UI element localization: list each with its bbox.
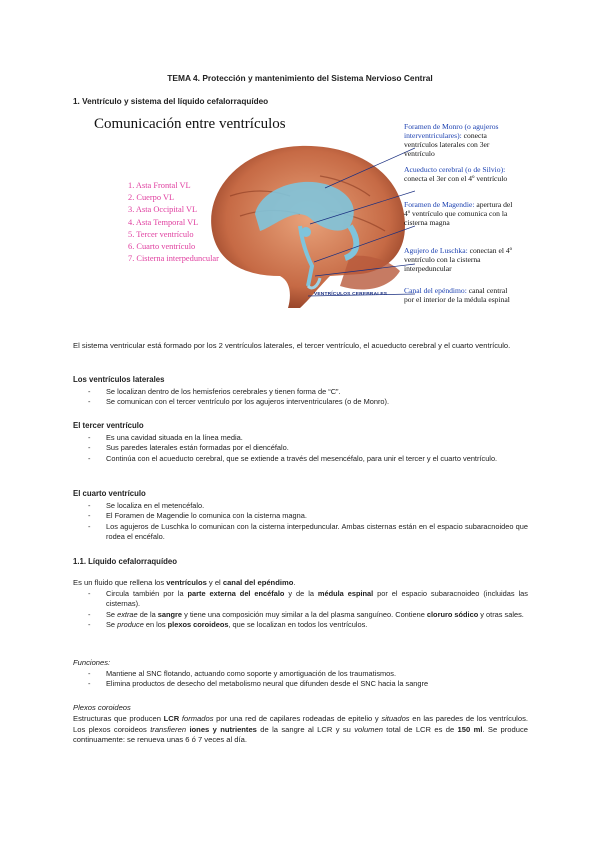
text-run: . xyxy=(293,578,296,587)
text-run: Se xyxy=(106,619,118,629)
legend-term: Acueducto cerebral (o de Silvio): xyxy=(404,165,506,174)
legend-desc: conecta el 3er con el 4º ventrículo xyxy=(404,174,508,183)
text-run: por el espacio subaracnoideo (incluidas las cisternas). xyxy=(106,589,528,609)
heading-fourth-ventricle: El cuarto ventrículo xyxy=(73,489,146,498)
list-item xyxy=(88,589,528,610)
text-run: y otras sales. xyxy=(478,609,524,619)
text-run: iones y nutrientes xyxy=(189,724,257,734)
list-item: 6. Cuarto ventrículo xyxy=(128,242,196,252)
text-run: LCR xyxy=(163,714,180,723)
text-run: Se xyxy=(106,609,118,619)
list-item: 5. Tercer ventrículo xyxy=(128,229,194,239)
list-item: - Continúa con el acueducto cerebral, que se extiende a través del mesencéfalo, para unir el tercer y el cuarto ventrículo. xyxy=(88,454,528,464)
text-run: y tiene una composición muy similar a la del plasma sanguíneo. Contiene xyxy=(182,609,427,619)
intro-paragraph: El sistema ventricular está formado por los 2 ventrículos laterales, el tercer ventrículo, el acueducto cerebral y el cuarto ventrículo. xyxy=(73,341,511,350)
legend-luschka xyxy=(404,246,516,273)
legend-term: Foramen de Magendie: xyxy=(404,200,475,209)
list-item: - Se localizan dentro de los hemisferios cerebrales y tienen forma de “C”. xyxy=(88,387,528,397)
legend-desc: conecta ventrículos laterales con 3er ventrículo xyxy=(404,131,490,158)
legend-acueducto xyxy=(404,165,516,183)
lcr-intro xyxy=(73,578,528,589)
text-run: produce xyxy=(117,619,144,629)
text-run: Es un fluido que rellena los xyxy=(73,578,167,587)
list-item: - Mantiene al SNC flotando, actuando como soporte y amortiguación de los traumatismos. xyxy=(88,669,528,679)
legend-term: Canal del epéndimo: xyxy=(404,286,467,295)
list-item: - Elimina productos de desecho del metabolismo neural que difunden desde el SNC hacia la sangre xyxy=(88,679,528,689)
text-run: formados xyxy=(181,714,214,723)
text-run: en las paredes de los ventrículos. Los plexos coroideos xyxy=(73,714,528,734)
heading-functions: Funciones: xyxy=(73,658,111,667)
ventricle-figure xyxy=(88,110,528,320)
list-item: - Los agujeros de Luschka lo comunican con la cisterna interpeduncular. Ambas cisternas están en el espacio subaracnoideo que rodea el encéfalo. xyxy=(88,522,528,543)
lateral-list xyxy=(88,387,528,408)
third-list xyxy=(88,433,528,464)
text-run: sangre xyxy=(157,609,183,619)
text-run: canal del epéndimo xyxy=(222,578,294,587)
list-item xyxy=(88,620,528,630)
list-item: - El Foramen de Magendie lo comunica con la cisterna magna. xyxy=(88,511,528,521)
text-run: Estructuras que producen xyxy=(73,714,164,723)
text-run: volumen xyxy=(354,724,383,734)
text-run: transfieren xyxy=(150,724,187,734)
legend-foramen-monro xyxy=(404,122,516,158)
heading-lcr: 1.1. Líquido cefalorraquídeo xyxy=(73,557,177,566)
heading-third-ventricle: El tercer ventrículo xyxy=(73,421,144,430)
legend-term: Foramen de Monro (o agujeros interventriculares): xyxy=(404,122,499,140)
lcr-list xyxy=(88,589,528,630)
legend-term: Agujero de Luschka: xyxy=(404,246,468,255)
list-item xyxy=(88,610,528,620)
list-item: 2. Cuerpo VL xyxy=(128,193,175,203)
list-item: 4. Asta Temporal VL xyxy=(128,217,199,227)
legend-desc: canal central por el interior de la médula espinal xyxy=(404,286,510,304)
text-run: de la sangre al LCR y su xyxy=(256,724,355,734)
heading-lateral-ventricles: Los ventrículos laterales xyxy=(73,375,165,384)
list-item: - Se localiza en el metencéfalo. xyxy=(88,501,528,511)
text-run: extrae xyxy=(117,609,138,619)
text-run: total de LCR es de xyxy=(382,724,458,734)
legend-ependimo xyxy=(404,286,516,304)
brain-label: VENTRÍCULOS CEREBRALES xyxy=(314,292,388,297)
list-item: - Sus paredes laterales están formadas por el diencéfalo. xyxy=(88,443,528,453)
list-item: 7. Cisterna interpeduncular xyxy=(128,254,219,264)
legend-desc: conectan el 4º ventrículo con la cisterna interpeduncular xyxy=(404,246,512,273)
text-run: , que se localizan en todos los ventrículos. xyxy=(228,619,368,629)
text-run: y de la xyxy=(284,589,318,598)
ventricle-numbered-list xyxy=(128,180,219,265)
text-run: en los xyxy=(143,619,168,629)
text-run: ventrículos xyxy=(166,578,207,587)
text-run: y el xyxy=(206,578,223,587)
section-heading-1: 1. Ventrículo y sistema del líquido cefalorraquídeo xyxy=(73,97,269,106)
text-run: plexos coroideos xyxy=(167,619,229,629)
legend-desc: apertura del 4º ventrículo que comunica con la cisterna magna xyxy=(404,200,513,227)
list-item: 1. Asta Frontal VL xyxy=(128,181,191,190)
list-item: 3. Asta Occipital VL xyxy=(128,205,198,215)
heading-plexos: Plexos coroideos xyxy=(73,703,131,712)
figure-title: Comunicación entre ventrículos xyxy=(94,116,286,132)
document-title: TEMA 4. Protección y mantenimiento del Sistema Nervioso Central xyxy=(167,73,433,83)
text-run: médula espinal xyxy=(317,589,374,598)
text-run: de la xyxy=(137,609,158,619)
functions-list xyxy=(88,669,528,690)
text-run: 150 ml xyxy=(457,724,483,734)
plexos-paragraph xyxy=(73,714,528,746)
fourth-list xyxy=(88,501,528,542)
list-item: - Se comunican con el tercer ventrículo por los agujeros interventriculares (o de Monro). xyxy=(88,397,528,407)
text-run: . Se produce continuamente: se renueva unas 6 ó 7 veces al día. xyxy=(73,724,528,745)
text-run: por una red de capilares rodeadas de epitelio y xyxy=(213,714,382,723)
legend-magendie xyxy=(404,200,516,227)
brain-illustration xyxy=(200,136,415,311)
text-run: cloruro sódico xyxy=(426,609,479,619)
text-run: parte externa del encéfalo xyxy=(187,589,285,598)
text-run: situados xyxy=(381,714,410,723)
text-run: Circula también por la xyxy=(106,589,188,598)
list-item: - Es una cavidad situada en la línea media. xyxy=(88,433,528,443)
